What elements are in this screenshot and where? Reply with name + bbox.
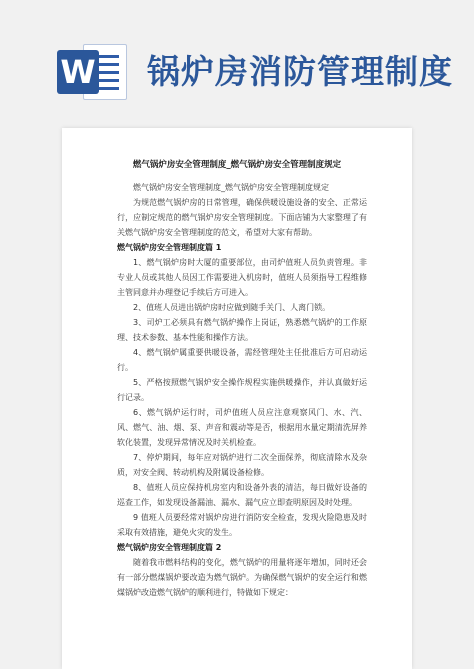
word-document-icon [57, 40, 127, 102]
word-w-icon: W [57, 50, 99, 94]
paragraph: 3、司炉工必须具有燃气锅炉操作上岗证，熟悉燃气锅炉的工作原理、技术参数、基本性能和操作方法。 [117, 318, 367, 342]
section-heading: 燃气锅炉房安全管理制度篇 1 [117, 243, 222, 252]
banner-title: 锅炉房消防管理制度 [147, 52, 453, 91]
paragraph: 为规范燃气锅炉房的日常管理，确保供暖设施设备的安全、正常运行，应制定规范的燃气锅炉房安全管理制度。下面店铺为大家整理了有关燃气锅炉房安全管理制度的范文，希望对大家有帮助。 [117, 198, 367, 237]
paragraph: 燃气锅炉房安全管理制度_燃气锅炉房安全管理制度规定 [133, 183, 329, 192]
paragraph: 6、燃气锅炉运行时，司炉值班人员应注意观察风门、水、汽、风、燃气、油、烟、泵、声音和震动等是否，根据用水量定期清洗屏养软化装置，发现异常情况及时关机检查。 [117, 408, 367, 447]
section-heading: 燃气锅炉房安全管理制度篇 2 [117, 543, 222, 552]
paragraph: 8、值班人员应保持机房室内和设备外表的清洁，每日做好设备的巡查工作，如发现设备漏油、漏水、漏气应立即查明原因及时处理。 [117, 483, 367, 507]
banner [0, 0, 474, 125]
paragraph: 5、严格按照燃气锅炉安全操作规程实施供暖操作，并认真做好运行记录。 [117, 378, 367, 402]
paragraph: 7、停炉期间，每年应对锅炉进行二次全面保养，彻底清除水及杂质，对安全阀、转动机构及附属设备检修。 [117, 453, 367, 477]
paragraph: 1、燃气锅炉房时大厦的重要部位，由司炉值班人员负责管理。非专业人员或其他人员因工作需要进入机房时，值班人员须指导工程维修主管同意并办理登记手续后方可进入。 [117, 258, 367, 297]
document-page [62, 128, 412, 669]
paragraph: 随着我市燃料结构的变化，燃气锅炉的用量将逐年增加，同时还会有一部分燃煤锅炉要改造为燃气锅炉。为确保燃气锅炉的安全运行和燃煤锅炉改造燃气锅炉的顺利进行，特做如下规定： [117, 558, 367, 597]
document-body [117, 180, 367, 600]
paragraph: 4、燃气锅炉属重要供暖设备，需经管理处主任批准后方可启动运行。 [117, 348, 367, 372]
document-title: 燃气锅炉房安全管理制度_燃气锅炉房安全管理制度规定 [132, 160, 342, 170]
paragraph: 9 值班人员要经常对锅炉房进行消防安全检查，发现火险隐患及时采取有效措施，避免火灾的发生。 [117, 513, 367, 537]
paragraph: 2、值班人员进出锅炉房时应做到随手关门、人离门锁。 [133, 303, 331, 312]
